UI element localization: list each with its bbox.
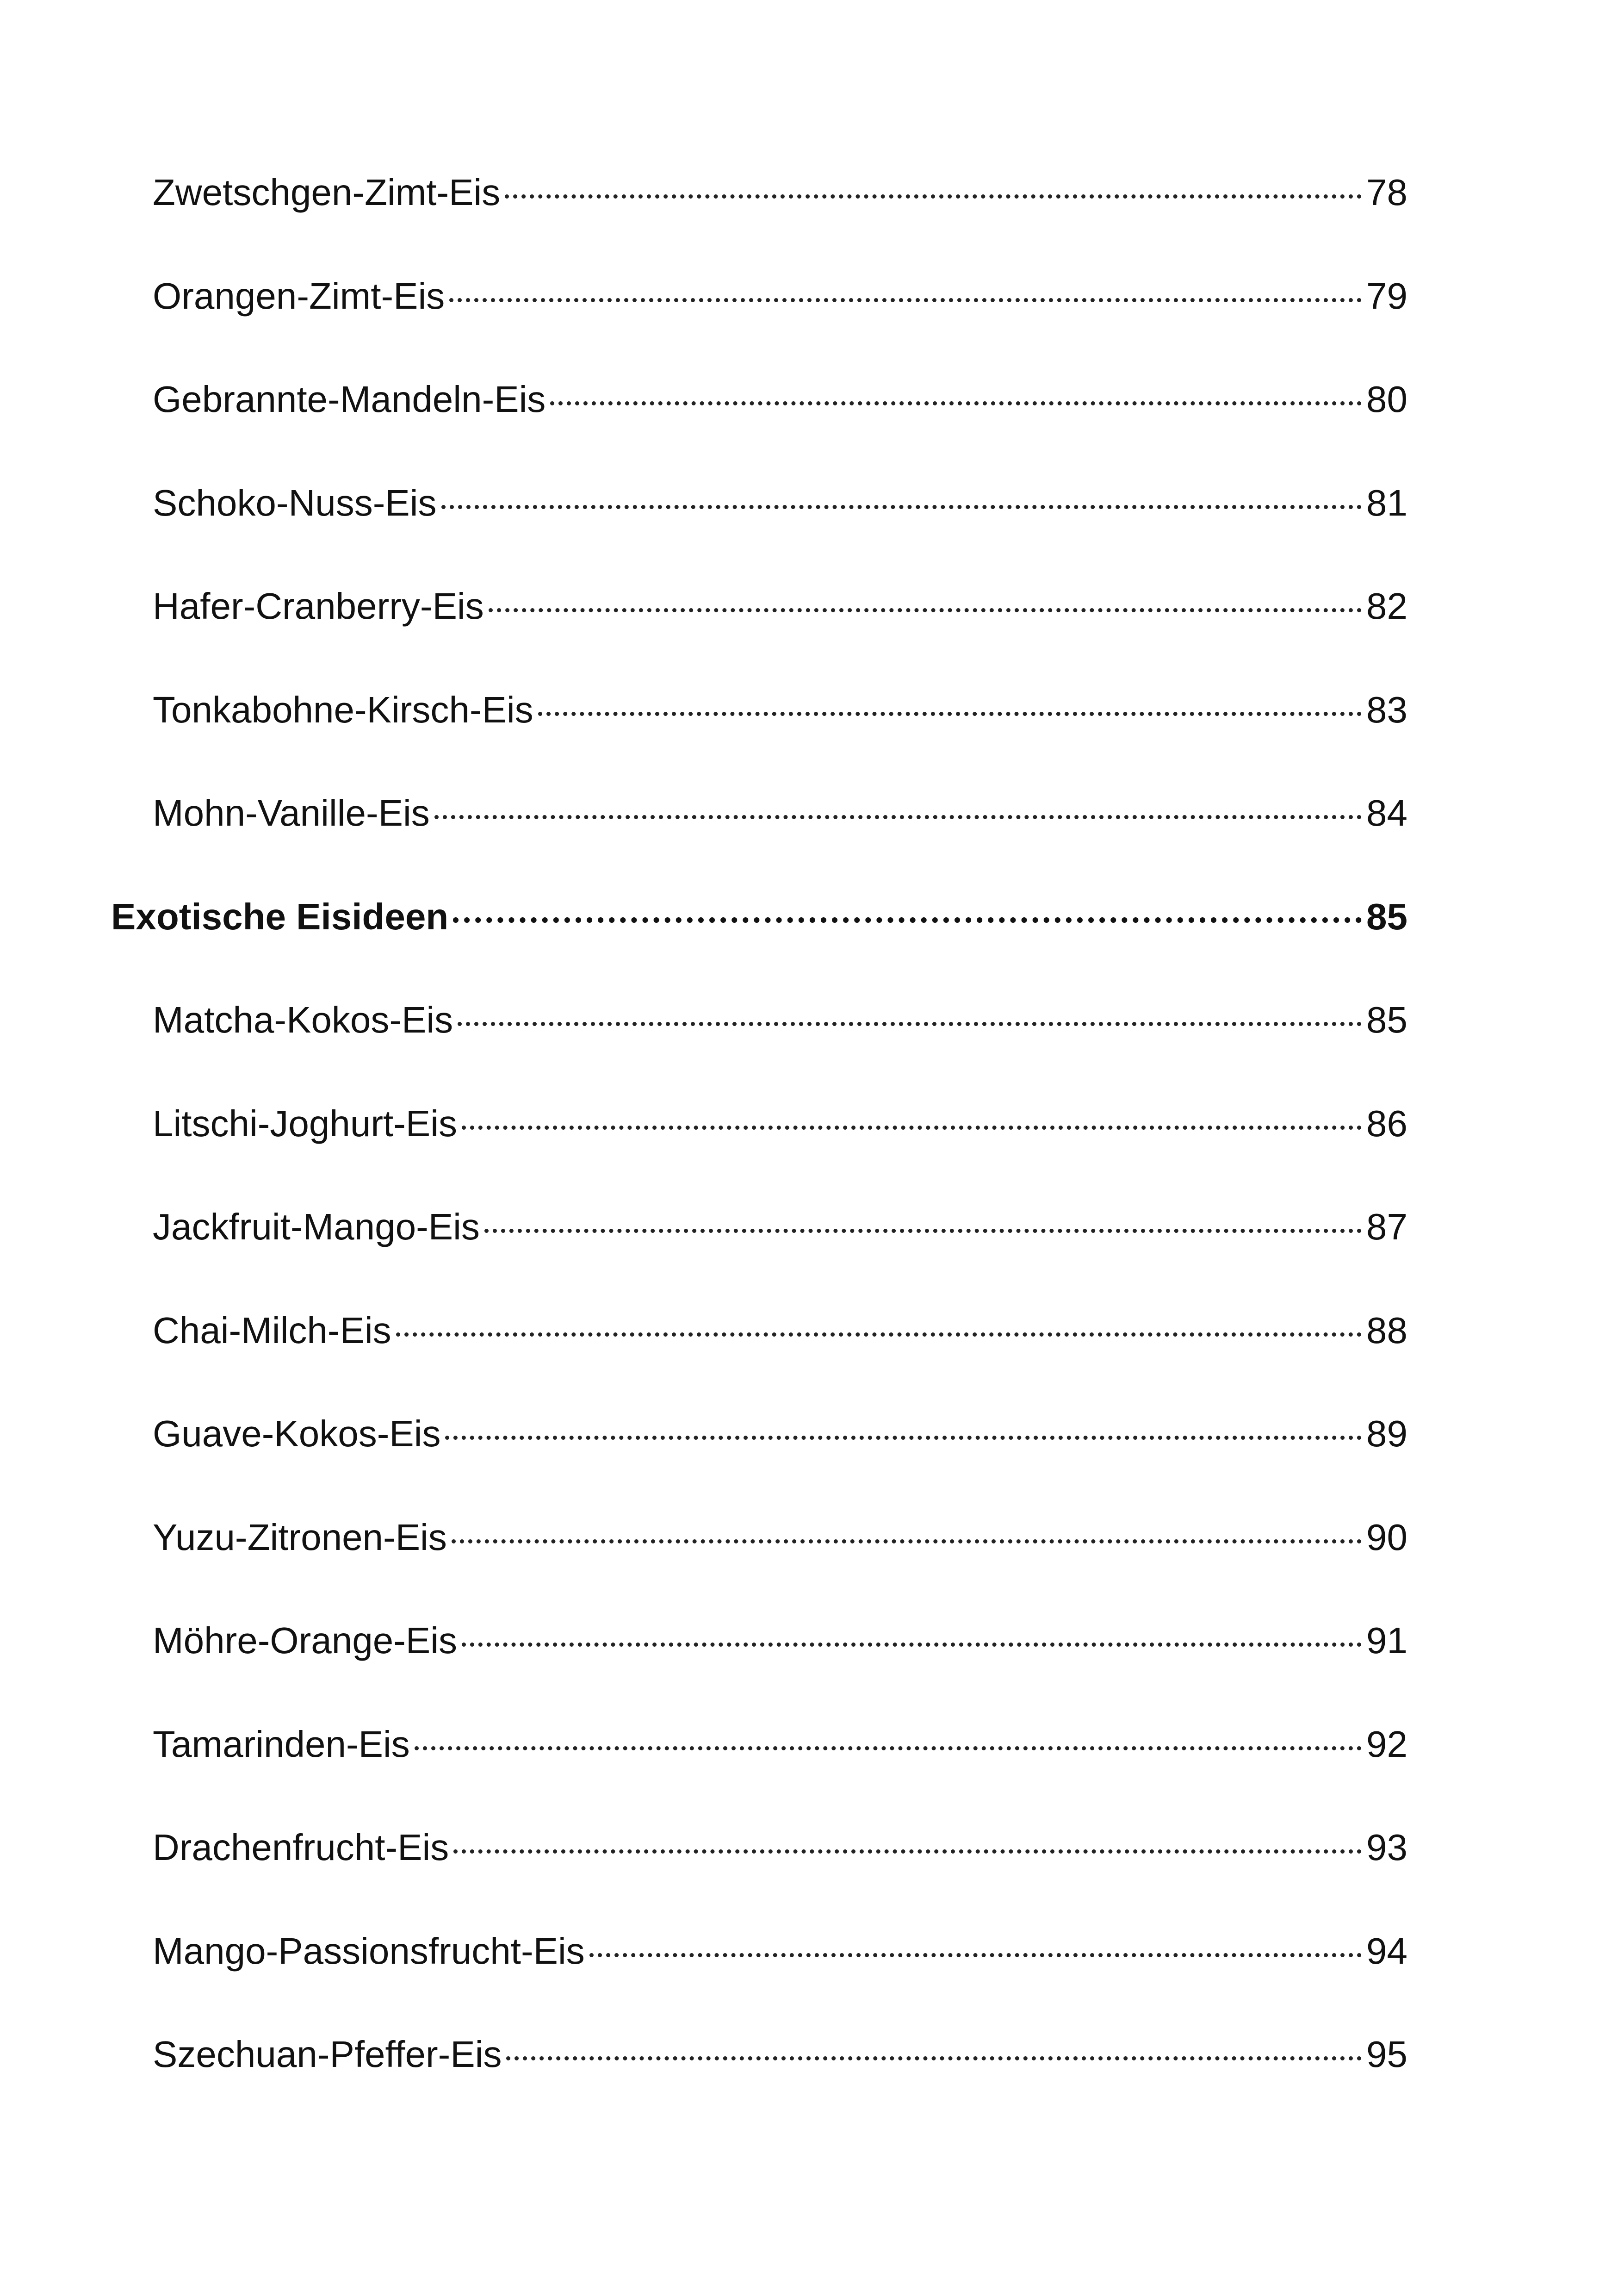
toc-page-number: 95 xyxy=(1366,2034,1407,2075)
toc-entry-title: Drachenfrucht-Eis xyxy=(153,1827,449,1868)
toc-entry-title: Chai-Milch-Eis xyxy=(153,1310,391,1351)
toc-entry-title: Matcha-Kokos-Eis xyxy=(153,999,453,1040)
toc-entry-title: Orangen-Zimt-Eis xyxy=(153,275,445,317)
toc-entry[interactable] xyxy=(153,2027,1407,2082)
toc-entry-title: Jackfruit-Mango-Eis xyxy=(153,1206,480,1247)
toc-entry[interactable] xyxy=(153,992,1407,1048)
toc-leader-dots xyxy=(589,1953,1362,1957)
toc-entry-title: Litschi-Joghurt-Eis xyxy=(153,1103,458,1144)
toc-entry[interactable] xyxy=(153,372,1407,427)
toc-chapter-title: Exotische Eisideen xyxy=(111,896,449,937)
toc-leader-dots xyxy=(415,1746,1362,1750)
toc-entry-title: Tonkabohne-Kirsch-Eis xyxy=(153,689,533,730)
toc-leader-dots xyxy=(550,401,1362,405)
toc-entry[interactable] xyxy=(153,579,1407,634)
toc-entry[interactable] xyxy=(153,1303,1407,1358)
toc-page-number: 85 xyxy=(1366,896,1407,937)
toc-entry[interactable] xyxy=(153,1923,1407,1979)
toc-leader-dots xyxy=(452,1539,1362,1543)
toc-leader-dots xyxy=(505,194,1362,199)
toc-leader-dots xyxy=(462,1643,1362,1647)
toc-leader-dots xyxy=(458,1022,1362,1026)
toc-entry[interactable] xyxy=(153,1096,1407,1151)
toc-entry-title: Möhre-Orange-Eis xyxy=(153,1620,458,1661)
toc-page-number: 87 xyxy=(1366,1206,1407,1247)
toc-leader-dots xyxy=(538,712,1362,716)
toc-entry-title: Szechuan-Pfeffer-Eis xyxy=(153,2034,502,2075)
toc-entry-title: Tamarinden-Eis xyxy=(153,1724,410,1765)
toc-entry[interactable] xyxy=(153,1406,1407,1462)
toc-page-number: 79 xyxy=(1366,275,1407,317)
toc-page-number: 84 xyxy=(1366,792,1407,834)
toc-entry-title: Mango-Passionsfrucht-Eis xyxy=(153,1930,585,1972)
toc-entry[interactable] xyxy=(153,475,1407,531)
toc-leader-dots xyxy=(489,608,1362,612)
toc-page-number: 81 xyxy=(1366,482,1407,523)
toc-entry-title: Schoko-Nuss-Eis xyxy=(153,482,437,523)
toc-leader-dots xyxy=(441,505,1362,509)
toc-entry[interactable] xyxy=(153,1613,1407,1668)
toc-entry[interactable] xyxy=(153,165,1407,220)
toc-page-number: 78 xyxy=(1366,172,1407,213)
toc-entry[interactable] xyxy=(153,1199,1407,1255)
toc-leader-dots xyxy=(396,1332,1362,1337)
toc-page-number: 86 xyxy=(1366,1103,1407,1144)
toc-entry-title: Gebrannte-Mandeln-Eis xyxy=(153,379,546,420)
toc-leader-dots xyxy=(453,1849,1362,1854)
toc-page-number: 92 xyxy=(1366,1724,1407,1765)
toc-entry[interactable] xyxy=(153,268,1407,324)
toc-entry[interactable] xyxy=(153,1510,1407,1565)
toc-entry-title: Hafer-Cranberry-Eis xyxy=(153,585,484,627)
toc-leader-dots xyxy=(453,917,1362,923)
toc-entry[interactable] xyxy=(153,682,1407,738)
toc-page-number: 90 xyxy=(1366,1517,1407,1558)
toc-page-number: 83 xyxy=(1366,689,1407,730)
toc-page-number: 89 xyxy=(1366,1413,1407,1454)
toc-page-number: 88 xyxy=(1366,1310,1407,1351)
toc-page-number: 80 xyxy=(1366,379,1407,420)
toc-leader-dots xyxy=(445,1436,1362,1440)
toc-page-number: 93 xyxy=(1366,1827,1407,1868)
toc-entry-title: Mohn-Vanille-Eis xyxy=(153,792,430,834)
toc-leader-dots xyxy=(462,1126,1362,1130)
toc-entry-title: Zwetschgen-Zimt-Eis xyxy=(153,172,501,213)
toc-leader-dots xyxy=(434,815,1362,819)
toc-entry[interactable] xyxy=(153,1820,1407,1875)
toc-leader-dots xyxy=(449,298,1362,302)
toc-page-number: 91 xyxy=(1366,1620,1407,1661)
toc-leader-dots xyxy=(484,1229,1362,1233)
toc-page-number: 85 xyxy=(1366,999,1407,1040)
toc-chapter-entry[interactable] xyxy=(111,889,1407,945)
toc-entry[interactable] xyxy=(153,1717,1407,1772)
toc-entry[interactable] xyxy=(153,785,1407,841)
toc-entry-title: Guave-Kokos-Eis xyxy=(153,1413,441,1454)
toc-leader-dots xyxy=(506,2056,1362,2060)
toc-page-number: 82 xyxy=(1366,585,1407,627)
toc-page-number: 94 xyxy=(1366,1930,1407,1972)
toc-entry-title: Yuzu-Zitronen-Eis xyxy=(153,1517,447,1558)
